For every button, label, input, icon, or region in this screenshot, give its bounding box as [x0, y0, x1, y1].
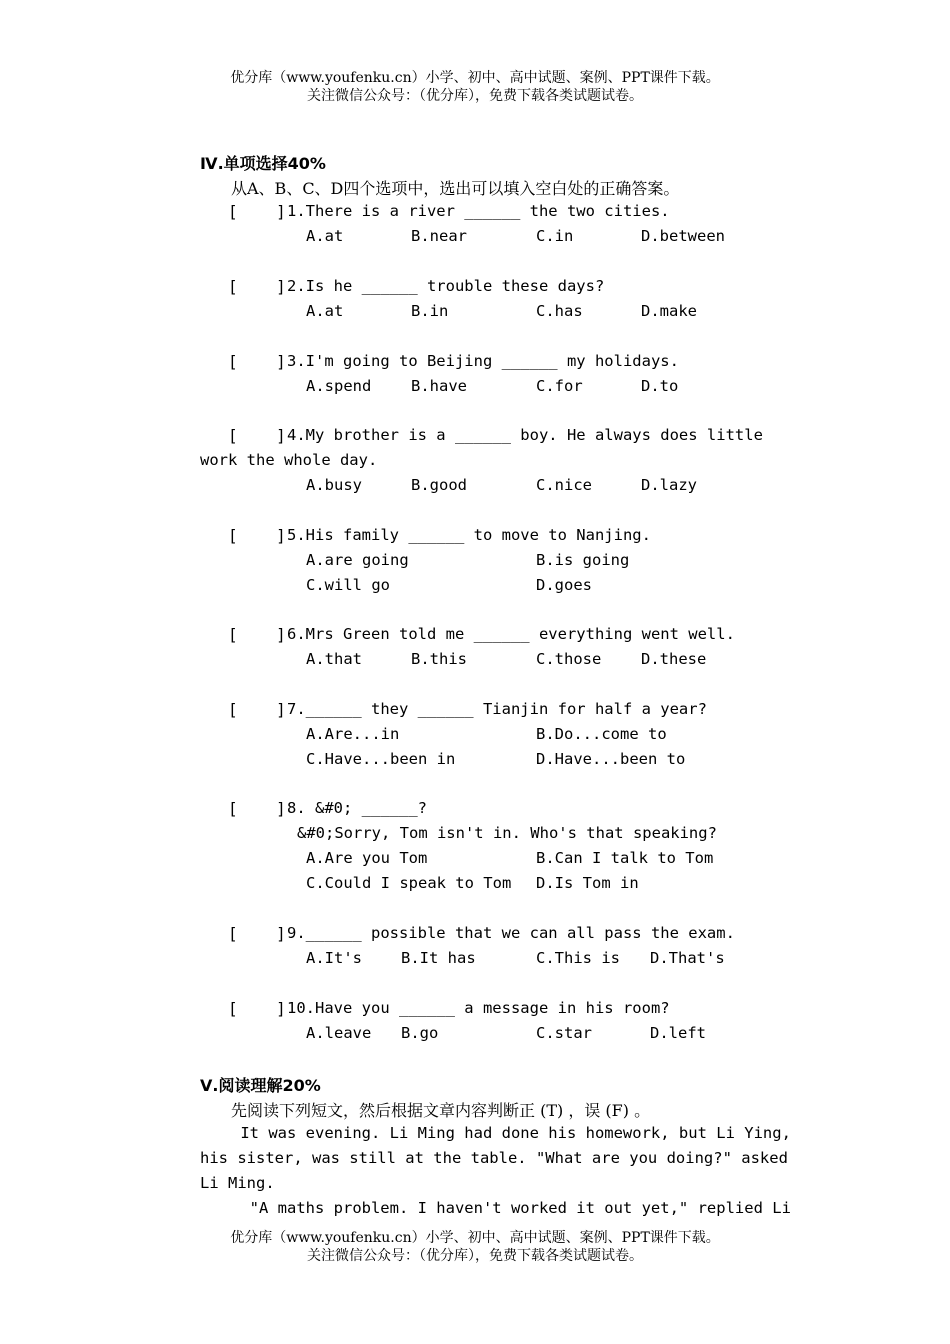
option-a: A.spend [306, 377, 372, 395]
answer-bracket[interactable]: [ ] [228, 999, 286, 1018]
option-b: B.It has [401, 949, 476, 967]
passage-line: It was evening. Li Ming had done his homework, but Li Ying, [231, 1124, 791, 1142]
section4-title: Ⅳ.单项选择40% [200, 154, 326, 173]
answer-bracket[interactable]: [ ] [228, 799, 286, 818]
option-a: A.at [306, 302, 344, 320]
option-d: D.lazy [641, 476, 697, 494]
option-d: D.between [641, 227, 725, 245]
option-c: C.Have...been in [306, 750, 456, 768]
option-d: D.left [650, 1024, 706, 1042]
passage-line: his sister, was still at the table. "What are you doing?" asked [200, 1149, 788, 1167]
answer-bracket[interactable]: [ ] [228, 352, 286, 371]
question-stem: 4.My brother is a ______ boy. He always does little [287, 426, 763, 444]
answer-bracket[interactable]: [ ] [228, 426, 286, 445]
question-stem: 2.Is he ______ trouble these days? [287, 277, 605, 295]
option-d: D.make [641, 302, 697, 320]
question-stem: 6.Mrs Green told me ______ everything went well. [287, 625, 735, 643]
option-c: C.in [536, 227, 574, 245]
option-c: C.This is [536, 949, 620, 967]
option-c: C.star [536, 1024, 592, 1042]
answer-bracket[interactable]: [ ] [228, 202, 286, 221]
option-b: B.Do...come to [536, 725, 667, 743]
page-footer-line1: 优分库（www.youfenku.cn）小学、初中、高中试题、案例、PPT课件下载。 [230, 1230, 720, 1246]
option-d: D.That's [650, 949, 725, 967]
answer-bracket[interactable]: [ ] [228, 625, 286, 644]
option-a: A.that [306, 650, 362, 668]
answer-bracket[interactable]: [ ] [228, 924, 286, 943]
option-c: C.for [536, 377, 583, 395]
passage-line: "A maths problem. I haven't worked it out yet," replied Li [231, 1199, 791, 1217]
question-stem: 9.______ possible that we can all pass the exam. [287, 924, 735, 942]
section5-title: Ⅴ.阅读理解20% [200, 1076, 321, 1095]
option-b: B.is going [536, 551, 630, 569]
option-d: D.Is Tom in [536, 874, 639, 892]
option-a: A.Are you Tom [306, 849, 428, 867]
option-b: B.go [401, 1024, 439, 1042]
section4-instruction: 从A、B、C、D四个选项中，选出可以填入空白处的正确答案。 [231, 179, 680, 198]
option-c: C.Could I speak to Tom [306, 874, 512, 892]
question-stem: 1.There is a river ______ the two cities. [287, 202, 670, 220]
option-c: C.those [536, 650, 602, 668]
option-c: C.nice [536, 476, 592, 494]
option-b: B.have [411, 377, 467, 395]
option-d: D.these [641, 650, 707, 668]
section5-instruction: 先阅读下列短文，然后根据文章内容判断正 (T) ，误 (F) 。 [231, 1101, 651, 1120]
option-b: B.in [411, 302, 449, 320]
option-c: C.will go [306, 576, 390, 594]
option-b: B.near [411, 227, 467, 245]
question-stem: 5.His family ______ to move to Nanjing. [287, 526, 651, 544]
answer-bracket[interactable]: [ ] [228, 526, 286, 545]
question-stem: 10.Have you ______ a message in his room? [287, 999, 670, 1017]
option-b: B.Can I talk to Tom [536, 849, 714, 867]
answer-bracket[interactable]: [ ] [228, 277, 286, 296]
question-stem-continued: &#0;Sorry, Tom isn't in. Who's that speaking? [297, 824, 717, 842]
option-d: D.Have...been to [536, 750, 686, 768]
option-a: A.It's [306, 949, 362, 967]
option-a: A.at [306, 227, 344, 245]
option-a: A.are going [306, 551, 409, 569]
page-header-line1: 优分库（www.youfenku.cn）小学、初中、高中试题、案例、PPT课件下载。 [230, 70, 720, 86]
question-stem: 7.______ they ______ Tianjin for half a year? [287, 700, 707, 718]
option-a: A.leave [306, 1024, 372, 1042]
question-stem-continued: work the whole day. [200, 451, 378, 469]
answer-bracket[interactable]: [ ] [228, 700, 286, 719]
question-stem: 8. &#0; ______? [287, 799, 427, 817]
option-b: B.good [411, 476, 467, 494]
option-b: B.this [411, 650, 467, 668]
option-d: D.goes [536, 576, 592, 594]
option-c: C.has [536, 302, 583, 320]
option-d: D.to [641, 377, 679, 395]
question-stem: 3.I'm going to Beijing ______ my holidays. [287, 352, 679, 370]
passage-line: Li Ming. [200, 1174, 275, 1192]
option-a: A.Are...in [306, 725, 400, 743]
page-header-line2: 关注微信公众号：（优分库），免费下载各类试题试卷。 [307, 88, 643, 104]
page-footer-line2: 关注微信公众号：（优分库），免费下载各类试题试卷。 [307, 1248, 643, 1264]
option-a: A.busy [306, 476, 362, 494]
